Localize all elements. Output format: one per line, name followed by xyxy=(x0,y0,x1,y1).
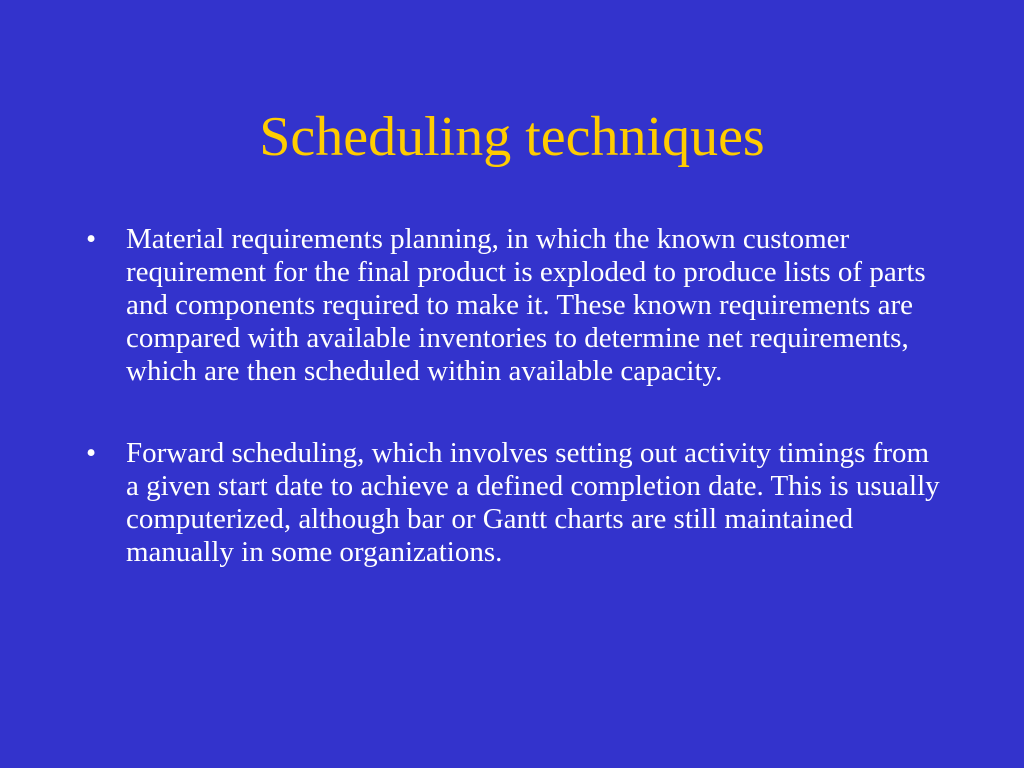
bullet-list xyxy=(86,223,946,618)
bullet-item-forward-scheduling xyxy=(86,437,946,569)
slide-title: Scheduling techniques xyxy=(259,106,765,168)
bullet-text: Material requirements planning, in which the known customer requirement for the final product is exploded to produce lists of parts and components required to make it. These known requirements are compared with available inventories to determine net requirements, which are then scheduled within available capacity. xyxy=(126,223,926,387)
bullet-text: Forward scheduling, which involves setting out activity timings from a given start date to achieve a defined completion date. This is usually computerized, although bar or Gantt charts are still maintained manually in some organizations. xyxy=(126,437,940,568)
bullet-item-mrp xyxy=(86,223,946,388)
bullet-icon: • xyxy=(86,437,97,469)
bullet-icon: • xyxy=(86,223,97,255)
